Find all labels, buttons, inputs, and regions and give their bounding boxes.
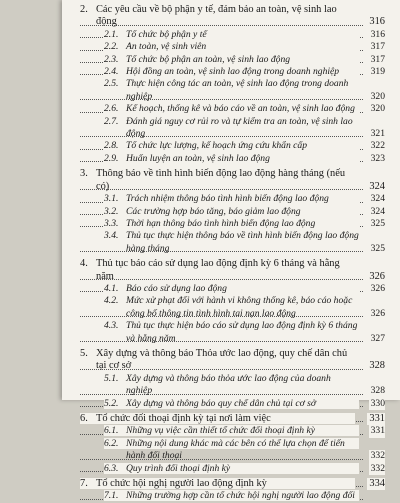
toc-number: 3.1.: [104, 193, 119, 205]
toc-title: Tổ chức đối thoại định kỳ tại nơi làm việc: [96, 413, 271, 424]
toc-number: 6.3.: [104, 462, 119, 474]
toc-subsection: [80, 230, 385, 255]
toc-page-number: 331: [369, 413, 385, 424]
toc-number: 6.1.: [104, 425, 119, 437]
toc-page-number: 331: [370, 425, 385, 437]
toc-number: 5.2.: [104, 397, 119, 409]
toc-title: Những nội dung khác mà các bên có thể lựa chọn để tiến hành đối thoại: [126, 437, 345, 462]
toc-subsection: [80, 438, 385, 463]
toc-page-number: 328: [370, 385, 385, 397]
toc-number: 6.: [80, 413, 88, 424]
toc-number: 4.: [80, 258, 88, 270]
toc-number: 3.3.: [104, 217, 119, 229]
toc-number: 2.2.: [104, 41, 119, 53]
toc-title: Trách nhiệm thông báo tình hình biến động lao động: [126, 193, 329, 205]
toc-title: An toàn, vệ sinh viên: [126, 41, 207, 53]
table-of-contents: [80, 4, 385, 503]
toc-title: Các trường hợp báo tăng, báo giảm lao động: [126, 205, 301, 217]
toc-subsection: [80, 320, 385, 345]
toc-section: [80, 4, 385, 29]
toc-page-number: 316: [369, 16, 385, 28]
toc-title: Thủ tục báo cáo sử dụng lao động định kỳ 6 tháng và hằng năm: [96, 258, 340, 282]
toc-number: 2.6.: [104, 103, 119, 115]
toc-page-number: 325: [370, 217, 385, 229]
toc-title: Quy trình đối thoại định kỳ: [126, 462, 231, 474]
toc-page-number: 324: [369, 180, 385, 192]
toc-title: Thông báo về tình hình biến động lao động hàng tháng (nếu có): [96, 168, 346, 192]
toc-title: Xây dựng và thông báo quy chế dân chủ tại cơ sở: [126, 397, 316, 409]
toc-title: Xây dựng và thông báo Thỏa ước lao động, quy chế dân chủ tại cơ sở: [96, 347, 348, 372]
toc-subsection: [80, 54, 385, 66]
toc-subsection: [80, 373, 385, 398]
toc-number: 5.: [80, 347, 88, 359]
toc-page-number: 322: [370, 140, 385, 152]
toc-title: Báo cáo sử dụng lao động: [126, 282, 227, 294]
toc-page-number: 332: [370, 450, 385, 462]
toc-section: [80, 413, 385, 425]
toc-title: Tổ chức bộ phận an toàn, vệ sinh lao động: [126, 53, 291, 65]
toc-section: [80, 478, 385, 490]
toc-number: 2.9.: [104, 152, 119, 164]
toc-page-number: 330: [370, 397, 385, 409]
toc-page-number: 320: [370, 90, 385, 102]
toc-title: Hội đồng an toàn, vệ sinh lao động trong doanh nghiệp: [126, 66, 340, 78]
toc-page-number: 324: [370, 193, 385, 205]
toc-subsection: [80, 295, 385, 320]
toc-subsection: [80, 193, 385, 205]
toc-page-number: 328: [369, 360, 385, 372]
toc-subsection: [80, 78, 385, 103]
toc-number: 5.1.: [104, 372, 119, 384]
toc-title: Đánh giá nguy cơ rủi ro và tự kiểm tra an toàn, vệ sinh lao động: [126, 115, 353, 140]
toc-page-number: 317: [370, 53, 385, 65]
toc-page-number: 326: [370, 282, 385, 294]
toc-section: [80, 258, 385, 283]
toc-subsection: [80, 490, 385, 502]
toc-subsection: [80, 103, 385, 115]
toc-subsection: [80, 218, 385, 230]
toc-subsection: [80, 140, 385, 152]
toc-number: 6.2.: [104, 437, 119, 449]
toc-title: Thủ tục thực hiện báo cáo sử dụng lao động định kỳ 6 tháng và hằng năm: [126, 320, 358, 344]
toc-page-number: 317: [370, 41, 385, 53]
toc-subsection: [80, 425, 385, 437]
toc-number: 2.4.: [104, 66, 119, 78]
toc-page-number: 325: [370, 242, 385, 254]
toc-title: Thực hiện công tác an toàn, vệ sinh lao động trong doanh nghiệp: [126, 78, 349, 102]
toc-title: Tổ chức bộ phận y tế: [126, 28, 207, 40]
toc-page-number: 332: [370, 462, 385, 474]
toc-section: [80, 168, 385, 193]
toc-title: Xây dựng và thông báo thỏa ước lao động của doanh nghiệp: [126, 372, 331, 397]
toc-title: Kế hoạch, thống kê và báo cáo về an toàn, vệ sinh lao động: [126, 103, 355, 115]
book-page: [62, 0, 400, 502]
toc-subsection: [80, 116, 385, 141]
toc-number: 2.7.: [104, 115, 119, 127]
toc-title: Huấn luyện an toàn, vệ sinh lao động: [126, 152, 270, 164]
toc-title: Những vụ việc cần thiết tổ chức đối thoại định kỳ: [126, 425, 315, 437]
toc-number: 4.1.: [104, 282, 119, 294]
toc-number: 3.2.: [104, 205, 119, 217]
toc-subsection: [80, 206, 385, 218]
toc-page-number: 319: [370, 66, 385, 78]
toc-number: 2.: [80, 4, 88, 15]
toc-page-number: 324: [370, 205, 385, 217]
toc-section: [80, 348, 385, 373]
toc-number: 7.1.: [104, 490, 119, 502]
toc-number: 3.: [80, 168, 88, 180]
toc-page-number: 334: [369, 478, 385, 490]
toc-subsection: [80, 66, 385, 78]
toc-title: Các yêu cầu về bộ phận y tế, đảm bảo an toàn, vệ sinh lao động: [96, 4, 337, 28]
toc-subsection: [80, 283, 385, 295]
toc-title: Tổ chức hội nghị người lao động định kỳ: [96, 478, 267, 490]
toc-title: Thời hạn thông báo tình hình biến động lao động: [126, 217, 316, 229]
toc-page-number: 323: [370, 152, 385, 164]
toc-number: 2.5.: [104, 78, 119, 90]
toc-title: Mức xử phạt đối với hành vi không thống kê, báo cáo hoặc công bố thông tin tình hình tai nạn lao động: [126, 295, 353, 319]
toc-page-number: 327: [370, 332, 385, 344]
toc-subsection: [80, 398, 385, 410]
toc-subsection: [80, 41, 385, 53]
toc-title: Những trường hợp cần tổ chức hội nghị người lao động đối: [126, 490, 355, 502]
toc-title: Thủ tục thực hiện thông báo về tình hình biến động lao động hàng tháng: [126, 230, 359, 254]
toc-page-number: 321: [370, 128, 385, 140]
toc-number: 2.3.: [104, 53, 119, 65]
toc-page-number: 326: [369, 270, 385, 282]
toc-number: 3.4.: [104, 230, 119, 242]
toc-number: 4.3.: [104, 320, 119, 332]
toc-number: 7.: [80, 478, 88, 490]
toc-page-number: 326: [370, 307, 385, 319]
toc-subsection: [80, 29, 385, 41]
toc-page-number: 320: [370, 103, 385, 115]
toc-title: Tổ chức lực lượng, kế hoạch ứng cứu khẩn cấp: [126, 140, 308, 152]
toc-number: 2.8.: [104, 140, 119, 152]
toc-number: 4.2.: [104, 295, 119, 307]
toc-page-number: 316: [370, 28, 385, 40]
toc-number: 2.1.: [104, 28, 119, 40]
toc-subsection: [80, 463, 385, 475]
toc-subsection: [80, 153, 385, 165]
